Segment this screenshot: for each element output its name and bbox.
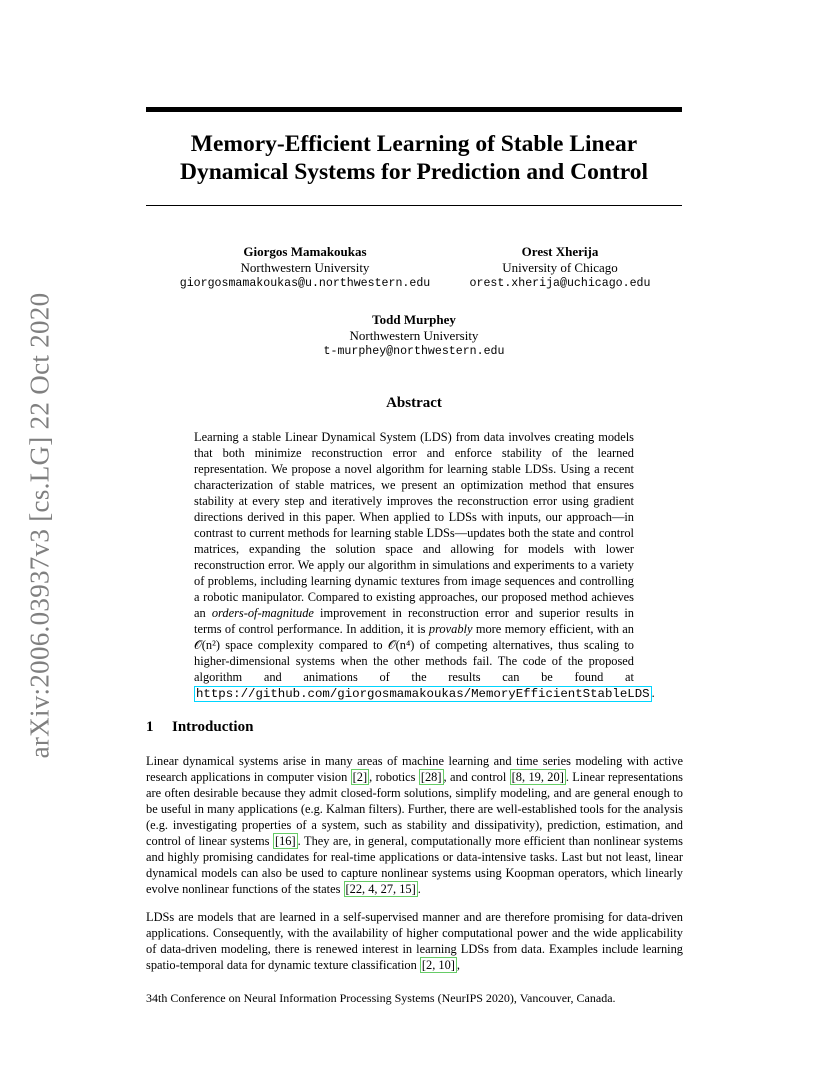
- abstract-text: space complexity compared to: [219, 638, 388, 652]
- paper-title-line-1: Memory-Efficient Learning of Stable Linear: [190, 131, 638, 157]
- math-competitor-complexity: 𝒪(n⁴): [387, 638, 415, 652]
- author-affiliation: Northwestern University: [240, 260, 370, 275]
- citation-link[interactable]: [2]: [352, 770, 368, 784]
- paragraph-text: LDSs are models that are learned in a self-supervised manner and are therefore promising for data-driven applications. Consequently, with the availability of higher computational power and the wide applicability of data-driven modeling, there is renewed interest in learning LDSs from data. Examples include learning spatio-temporal data for dynamic texture classification: [146, 910, 683, 972]
- author-email: orest.xherija@uchicago.edu: [469, 277, 651, 290]
- paragraph-text: .: [417, 882, 421, 896]
- author-email: t-murphey@northwestern.edu: [323, 345, 505, 358]
- abstract-emphasis: orders-of-magnitude: [211, 606, 314, 620]
- intro-paragraph-2: [146, 909, 683, 973]
- author-name: Giorgos Mamakoukas: [243, 244, 367, 259]
- citation-link[interactable]: [22, 4, 27, 15]: [345, 882, 416, 896]
- math-space-complexity: 𝒪(n²): [194, 638, 220, 652]
- author-block-1: [160, 244, 450, 292]
- paragraph-text: , robotics: [369, 770, 419, 784]
- author-affiliation: University of Chicago: [502, 260, 618, 275]
- abstract-body: [194, 429, 655, 702]
- author-block-3: [264, 312, 564, 360]
- author-affiliation: Northwestern University: [349, 328, 479, 343]
- paragraph-text: , and control: [443, 770, 510, 784]
- paragraph-text: . Linear representations are often desirable because they admit closed-form solutions, simplify modeling, and are general enough to be useful in many applications (e.g. Kalman filters). Further, there are well-established tools for the analysis (e.g. investigating properties of a system, such as stability and dissipativity), prediction, estimation, and control of linear systems: [146, 770, 683, 848]
- arxiv-sidebar-stamp: [20, 290, 60, 760]
- author-name: Orest Xherija: [521, 244, 599, 259]
- section-heading-introduction: [146, 719, 253, 736]
- paper-title-line-2: Dynamical Systems for Prediction and Control: [179, 159, 649, 185]
- citation-link[interactable]: [8, 19, 20]: [511, 770, 564, 784]
- paragraph-text: Linear dynamical systems arise in many areas of machine learning and time series modeling with active research applications in computer vision: [146, 754, 683, 784]
- section-number: 1: [146, 719, 154, 735]
- code-repository-link[interactable]: https://github.com/giorgosmamakoukas/MemoryEfficientStableLDS: [196, 687, 650, 701]
- abstract-heading: Abstract: [386, 395, 442, 411]
- title-bottom-rule: [146, 205, 682, 206]
- paper-title: [146, 130, 682, 186]
- abstract-text: more memory efficient, with an: [472, 622, 634, 636]
- conference-footnote: 34th Conference on Neural Information Processing Systems (NeurIPS 2020), Vancouver, Canada.: [146, 991, 616, 1005]
- abstract-text: improvement in reconstruction error and superior results in terms of control performance. In addition, it is: [194, 606, 634, 636]
- citation-link[interactable]: [2, 10]: [421, 958, 455, 972]
- author-block-2: [440, 244, 680, 292]
- citation-link[interactable]: [28]: [420, 770, 442, 784]
- abstract-text: .: [651, 686, 655, 700]
- abstract-text: Learning a stable Linear Dynamical System (LDS) from data involves creating models that both minimize reconstruction error and enforce stability of the learned representation. We propose a novel algorithm for learning stable LDSs. Using a recent characterization of stable matrices, we present an optimization method that ensures stability at every step and iteratively improves the reconstruction error using gradient directions derived in this paper. When applied to LDSs with inputs, our approach—in contrast to current methods for learning stable LDSs—updates both the state and control matrices, expanding the solution space and allowing for models with lower reconstruction error. We apply our algorithm in simulations and experiments to a variety of problems, including learning dynamic textures from image sequences and controlling a robotic manipulator. Compared to existing approaches, our proposed method achieves an: [194, 430, 634, 620]
- title-top-rule: [146, 107, 682, 112]
- section-title: Introduction: [172, 719, 254, 735]
- abstract-text: of competing alternatives, thus scaling to higher-dimensional systems when the other methods fail. The code of the proposed algorithm and animations of the results can be found at: [194, 638, 634, 684]
- paragraph-text: . They are, in general, computationally more efficient than nonlinear systems and highly promising candidates for real-time applications or data-intensive tasks. Last but not least, linear dynamical models can also be used to capture nonlinear systems using Koopman operators, which linearly evolve nonlinear functions of the states: [146, 834, 683, 896]
- author-email: giorgosmamakoukas@u.northwestern.edu: [179, 277, 431, 290]
- paragraph-text: ,: [456, 958, 461, 972]
- citation-link[interactable]: [16]: [274, 834, 296, 848]
- abstract-emphasis: provably: [428, 622, 473, 636]
- arxiv-identifier: arXiv:2006.03937v3 [cs.LG] 22 Oct 2020: [24, 292, 55, 758]
- intro-paragraph-1: [146, 753, 683, 897]
- author-name: Todd Murphey: [372, 312, 456, 327]
